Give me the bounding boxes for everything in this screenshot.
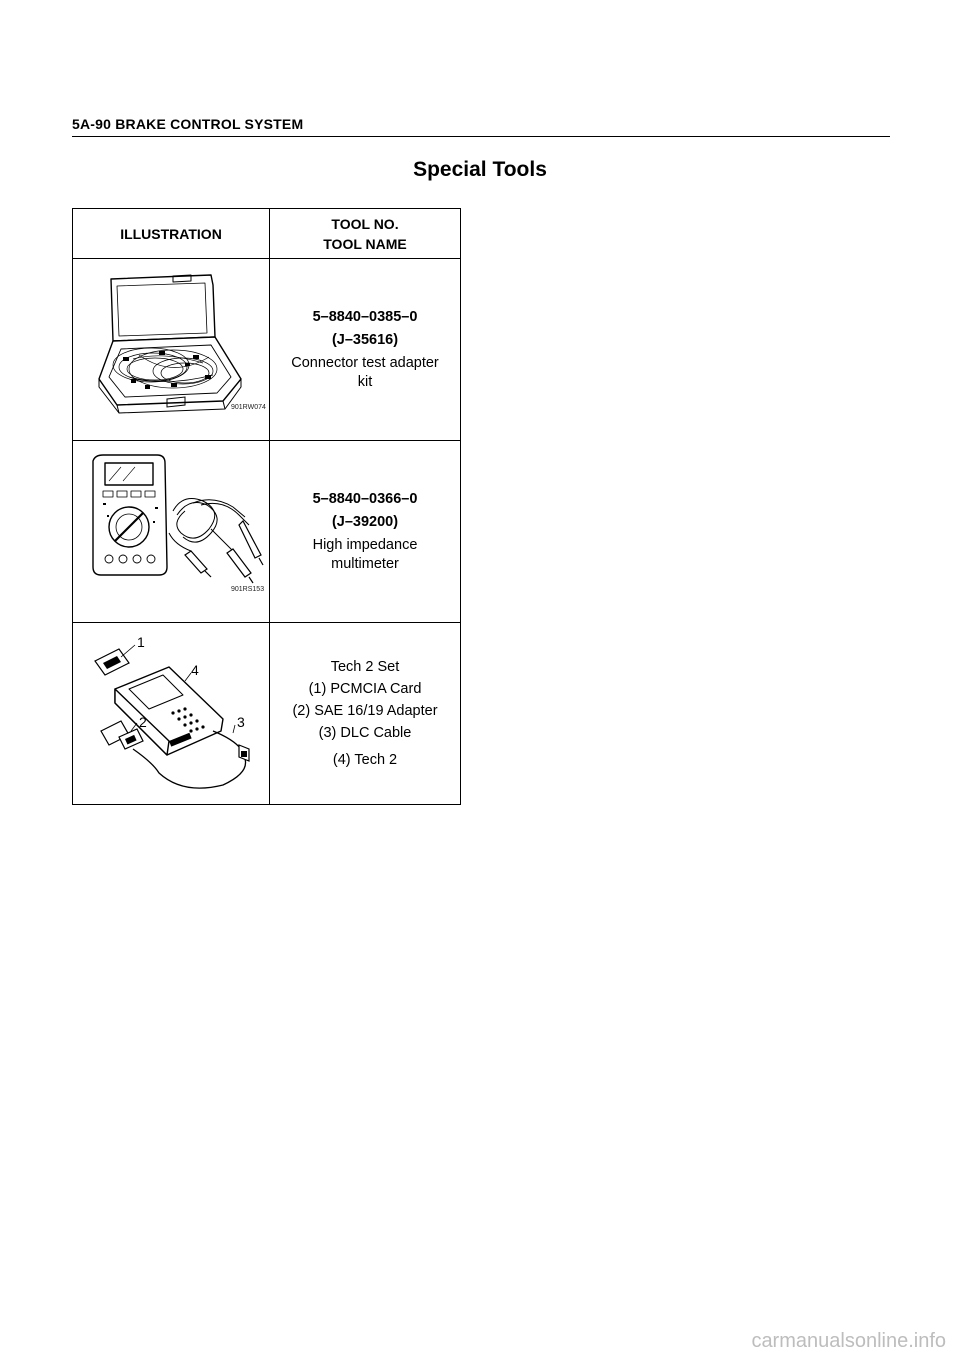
connector-test-kit-icon <box>73 259 269 440</box>
figure-code: 901RW074 <box>231 404 266 411</box>
illustration-cell <box>73 623 270 805</box>
tool-name-line: kit <box>357 373 373 390</box>
tool-set-item: (4) Tech 2 <box>332 752 398 768</box>
tool-name-line: multimeter <box>331 555 399 572</box>
page-title: Special Tools <box>413 158 547 181</box>
tool-alt-number: (J–35616) <box>331 331 399 348</box>
tool-number: 5–8840–0385–0 <box>312 308 418 325</box>
table-row <box>73 259 461 441</box>
tool-name-line: High impedance <box>312 536 418 553</box>
tool-number: 5–8840–0366–0 <box>312 490 418 507</box>
tool-alt-number: (J–39200) <box>331 513 399 530</box>
page-header <box>72 116 890 137</box>
tech2-set-icon <box>73 623 269 804</box>
tool-name-line: Connector test adapter <box>291 354 439 371</box>
column-header-tool-no: TOOL NO. <box>331 215 399 232</box>
column-header-tool-name: TOOL NAME <box>323 235 407 252</box>
illustration-cell <box>73 259 270 441</box>
multimeter-icon <box>73 441 269 622</box>
tool-set-item: (2) SAE 16/19 Adapter <box>292 703 438 719</box>
tool-description <box>270 441 461 623</box>
callout-2: 2 <box>139 714 147 730</box>
watermark <box>0 1330 960 1353</box>
figure-code: 901RS153 <box>231 586 265 593</box>
table-row <box>73 623 461 805</box>
illustration-cell <box>73 441 270 623</box>
callout-3: 3 <box>237 714 245 730</box>
tool-description <box>270 623 461 805</box>
column-header-tool <box>270 209 461 259</box>
table-row <box>73 441 461 623</box>
table-header-row <box>73 209 461 259</box>
callout-4: 4 <box>191 662 199 678</box>
tool-description <box>270 259 461 441</box>
callout-1: 1 <box>137 634 145 650</box>
special-tools-table <box>72 208 461 805</box>
tool-set-item: (3) DLC Cable <box>318 725 412 741</box>
tool-set-title: Tech 2 Set <box>330 659 400 675</box>
watermark-text: carmanualsonline.info <box>751 1330 946 1352</box>
tool-set-item: (1) PCMCIA Card <box>308 681 422 697</box>
column-header-illustration: ILLUSTRATION <box>73 209 270 259</box>
section-title: 5A-90 BRAKE CONTROL SYSTEM <box>72 116 304 132</box>
